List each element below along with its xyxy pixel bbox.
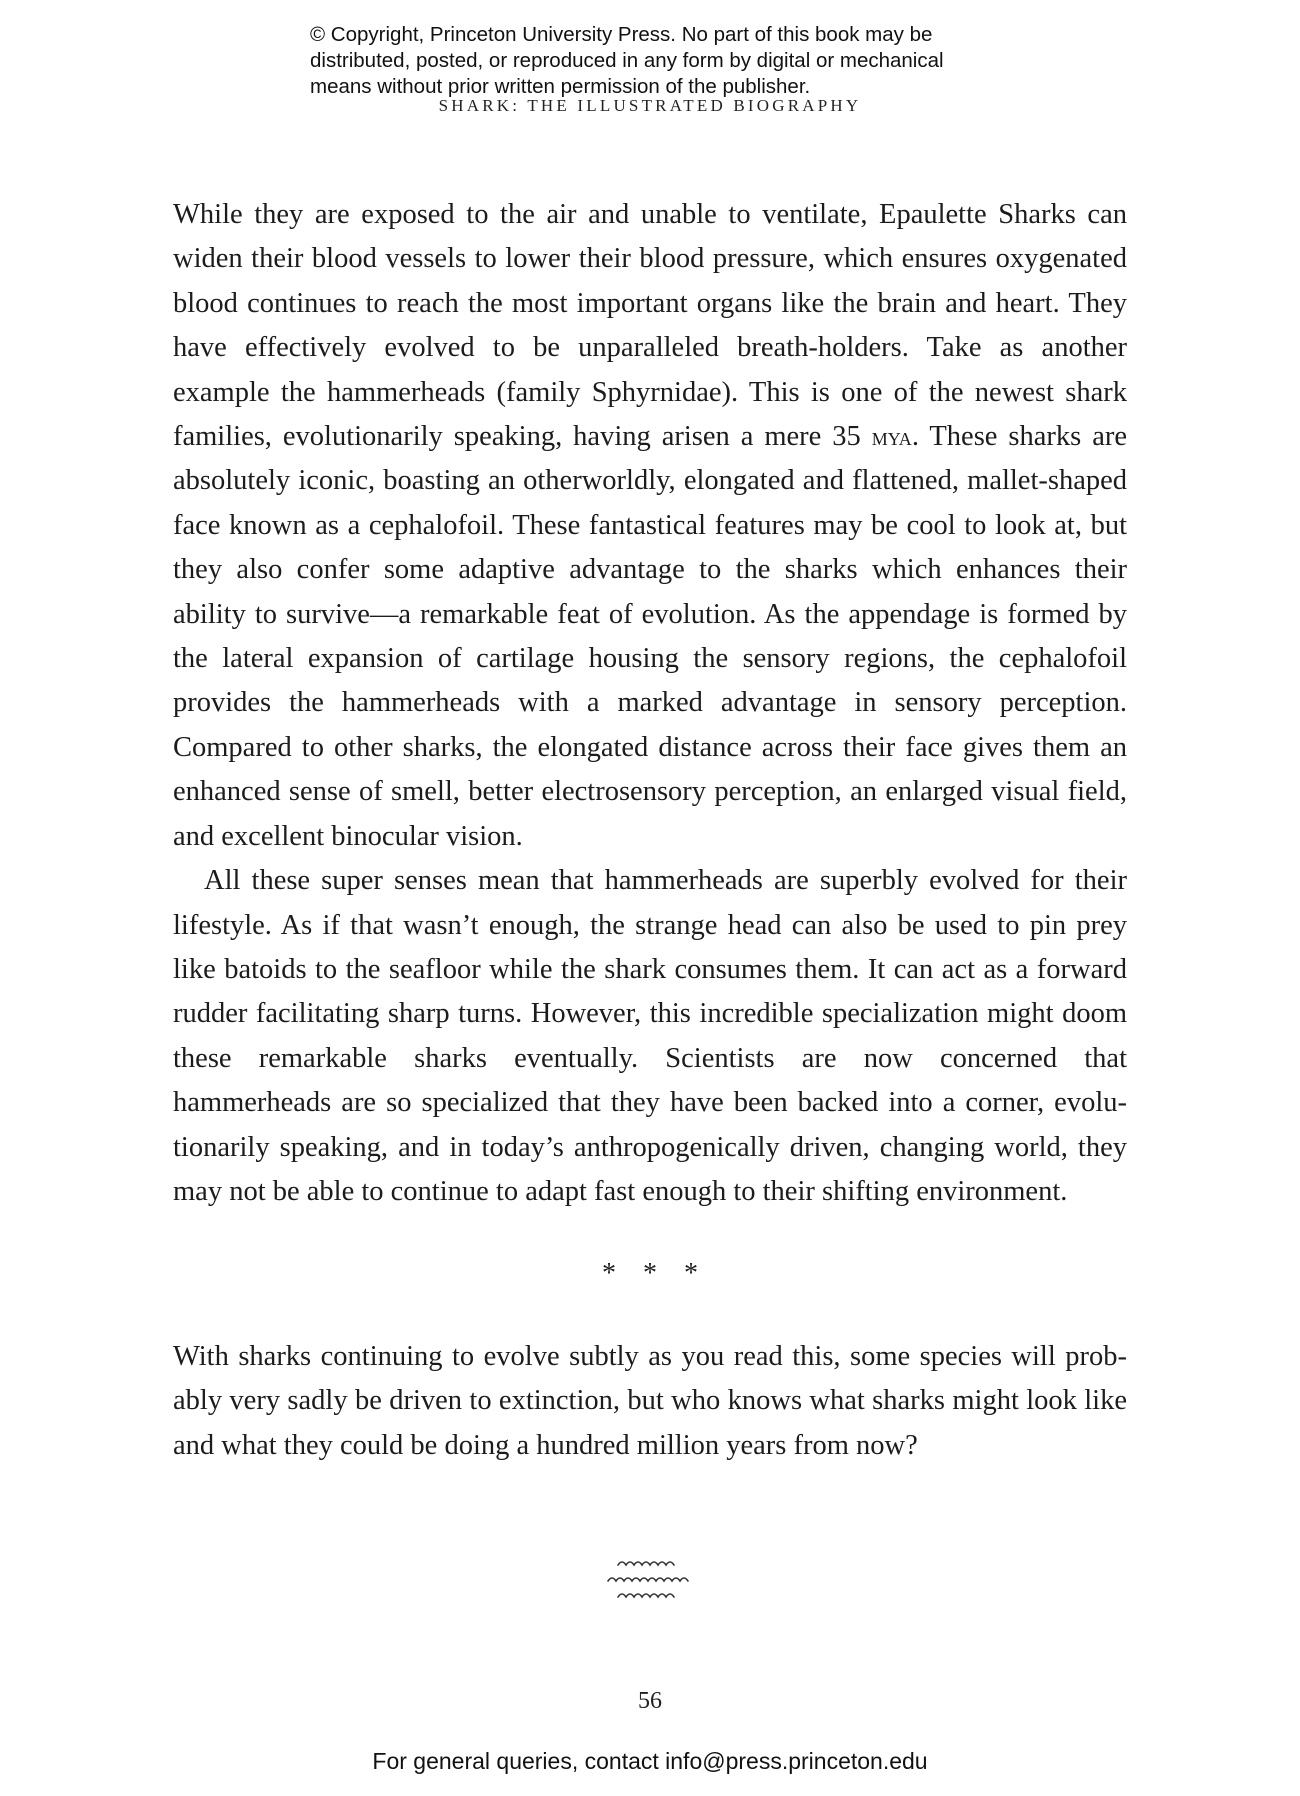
copyright-notice xyxy=(310,22,1050,100)
paragraph-1 xyxy=(173,193,1127,859)
mya-abbreviation: mya xyxy=(871,422,912,452)
copyright-line-1: © Copyright, Princeton University Press. No part of this book may be xyxy=(310,23,933,46)
paragraph-1-part-a: While they are exposed to the air and unable to ventilate, Epaulette Sharks can widen their blood vessels to lower their blood pressure, which ensures oxygenated blood continues to reach the most important organs like the brain and heart. They have effectively evolved to be unparalleled breath-holders. Take as another example the hammerheads (family Sphyrnidae). This is one of the newest shark families, evolutionarily speaking, having arisen a mere 35 xyxy=(173,199,1127,453)
paragraph-1-part-b: . These sharks are absolutely iconic, boasting an otherworldly, elongated and flattened, mallet-shaped face known as a cephalofoil. These fantastical features may be cool to look at, but they also confer some adaptive advantage to the sharks which enhances their ability to survive—a remarkable feat of evolution. As the appendage is formed by the lateral expansion of cartilage housing the sensory regions, the cephalofoil provides the hammerheads with a marked advantage in sensory perception. Compared to other sharks, the elongated distance across their face gives them an enhanced sense of smell, better electrosensory perception, an enlarged visual field, and excellent binocular vision. xyxy=(173,421,1128,852)
copyright-line-3: means without prior written permission of the publisher. xyxy=(310,75,811,98)
paragraph-2: All these super senses mean that hammerheads are superbly evolved for their lifestyle. As if that wasn’t enough, the strange head can also be used to pin prey like batoids to the seafloor while the shark consumes them. It can act as a forward rudder facilitating sharp turns. However, this incredible specialization might doom these remarkable sharks eventually. Scientists are now concerned that hammerheads are so specialized that they have been backed into a corner, evolutionarily speaking, and in today’s anthropogenically driven, changing world, they may not be able to continue to adapt fast enough to their shifting environment. xyxy=(173,865,1127,1207)
paragraph-3: With sharks continuing to evolve subtly as you read this, some species will probably very sadly be driven to extinction, but who knows what sharks might look like and what they could be doing a hundred million years from now? xyxy=(173,1340,1127,1461)
section-break: * * * xyxy=(602,1258,708,1290)
footer-contact: For general queries, contact info@press.princeton.edu xyxy=(372,1748,928,1774)
page-number: 56 xyxy=(638,1688,662,1714)
wave-ornament-icon xyxy=(600,1555,700,1615)
copyright-line-2: distributed, posted, or reproduced in any form by digital or mechanical xyxy=(310,49,944,72)
running-head: SHARK: THE ILLUSTRATED BIOGRAPHY xyxy=(438,96,862,115)
main-body-text xyxy=(173,193,1127,1468)
